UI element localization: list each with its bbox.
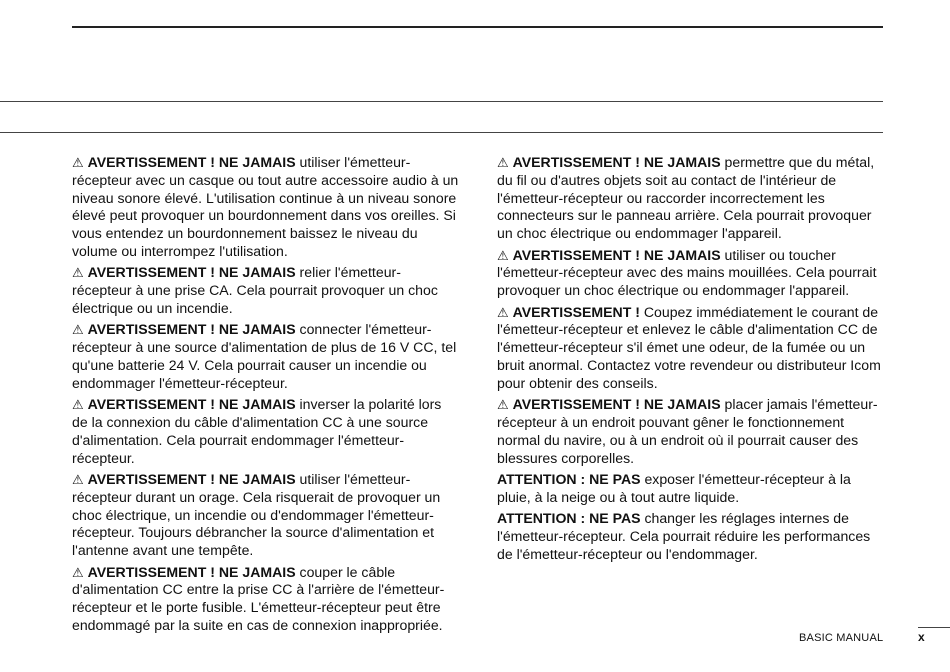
- section-rule-lower: [0, 132, 883, 133]
- warning-triangle-icon: ⚠: [72, 155, 84, 170]
- warning-triangle-icon: ⚠: [72, 265, 84, 281]
- warning-triangle-icon: ⚠: [497, 397, 509, 413]
- warning-label: AVERTISSEMENT ! NE JAMAIS: [87, 396, 296, 413]
- attention-label: ATTENTION : NE PAS: [497, 470, 641, 487]
- warning-text: couper le câble d'alimentation CC entre la prise CC à l'arrière de l'émetteur-récepteur et le porte fusible. L'émetteur-récepteur peut être endommagé par la suite en cas de connexion inappropriée.: [72, 563, 445, 633]
- attention-text: changer les réglages internes de l'émetteur-récepteur. Cela pourrait réduire les performances de l'émetteur-récepteur ou l'endommager.: [497, 510, 871, 562]
- right-column: [497, 154, 885, 567]
- warning-text: placer jamais l'émetteur-récepteur à un endroit pouvant gêner le fonctionnement normal du navire, ou à un endroit où il pourrait causer des blessures corporelles.: [497, 396, 878, 466]
- warning-label: AVERTISSEMENT ! NE JAMAIS: [87, 470, 296, 487]
- warning-label: AVERTISSEMENT ! NE JAMAIS: [87, 264, 296, 281]
- warning-paragraph: [72, 396, 460, 467]
- warning-text: inverser la polarité lors de la connexion du câble d'alimentation CC à une source d'alimentation. Cela pourrait endommager l'émetteur-récepteur.: [72, 396, 442, 466]
- warning-paragraph: [497, 154, 885, 243]
- warning-triangle-icon: ⚠: [72, 322, 84, 338]
- warning-triangle-icon: ⚠: [72, 397, 84, 413]
- warning-text: Coupez immédiatement le courant de l'émetteur-récepteur et enlevez le câble d'alimentation CC de l'émetteur-récepteur s'il émet une odeur, de la fumée ou un bruit anormal. Contactez votre revendeur ou distributeur Icom pour obtenir des conseils.: [497, 303, 881, 391]
- attention-label: ATTENTION : NE PAS: [497, 510, 641, 527]
- warning-label: AVERTISSEMENT ! NE JAMAIS: [87, 563, 296, 580]
- warning-triangle-icon: ⚠: [72, 564, 84, 580]
- footer-manual-label: BASIC MANUAL: [799, 632, 884, 644]
- attention-text: exposer l'émetteur-récepteur à la pluie, à la neige ou à tout autre liquide.: [497, 470, 851, 505]
- page-number: x: [918, 630, 925, 644]
- header-rule: [72, 26, 883, 28]
- warning-label: AVERTISSEMENT ! NE JAMAIS: [87, 321, 296, 338]
- warning-triangle-icon: ⚠: [497, 304, 509, 320]
- warning-text: utiliser ou toucher l'émetteur-récepteur avec des mains mouillées. Cela pourrait provoquer un choc électrique ou endommager l'appareil.: [497, 246, 877, 299]
- section-rule-upper: [0, 101, 883, 102]
- warning-label: AVERTISSEMENT ! NE JAMAIS: [512, 396, 721, 413]
- warning-triangle-icon: ⚠: [497, 155, 509, 170]
- warning-label: AVERTISSEMENT !: [512, 303, 640, 320]
- warning-paragraph: [497, 247, 885, 300]
- warning-text: utiliser l'émetteur-récepteur durant un orage. Cela risquerait de provoquer un choc électrique, un incendie ou d'endommager l'émetteur-récepteur. Toujours débrancher la source d'alimentation et l'antenne avant une tempête.: [72, 470, 441, 559]
- attention-paragraph: [497, 471, 885, 507]
- left-column: [72, 154, 460, 638]
- warning-paragraph: [72, 471, 460, 560]
- footer-rule: [918, 627, 950, 628]
- warning-triangle-icon: ⚠: [72, 471, 84, 487]
- warning-paragraph: [72, 264, 460, 317]
- warning-paragraph: [72, 154, 460, 261]
- warning-triangle-icon: ⚠: [497, 247, 509, 263]
- warning-label: AVERTISSEMENT ! NE JAMAIS: [512, 246, 721, 263]
- warning-label: AVERTISSEMENT ! NE JAMAIS: [87, 154, 296, 170]
- warning-paragraph: [72, 321, 460, 392]
- warning-paragraph: [497, 396, 885, 467]
- warning-paragraph: [497, 304, 885, 393]
- warning-paragraph: [72, 564, 460, 635]
- warning-label: AVERTISSEMENT ! NE JAMAIS: [512, 154, 721, 170]
- attention-paragraph: [497, 510, 885, 563]
- warning-text: permettre que du métal, du fil ou d'autres objets soit au contact de l'intérieur de l'émetteur-récepteur ou raccorder incorrectement les connecteurs sur le panneau arrière. Cela pourrait provoquer un choc électrique ou endommager l'appareil.: [497, 154, 875, 242]
- warning-text: utiliser l'émetteur-récepteur avec un casque ou tout autre accessoire audio à un niveau sonore élevé. L'utilisation continue à un niveau sonore élevé peut provoquer un bourdonnement dans vos oreilles. Si vous entendez un bourdonnement baissez le niveau du volume ou interrompez l'utilisation.: [72, 154, 459, 259]
- warning-text: relier l'émetteur-récepteur à une prise CA. Cela pourrait provoquer un choc électrique ou un incendie.: [72, 264, 438, 316]
- warning-text: connecter l'émetteur-récepteur à une source d'alimentation de plus de 16 V CC, tel qu'une batterie 24 V. Cela pourrait causer un incendie ou endommager l'émetteur-récepteur.: [72, 321, 457, 391]
